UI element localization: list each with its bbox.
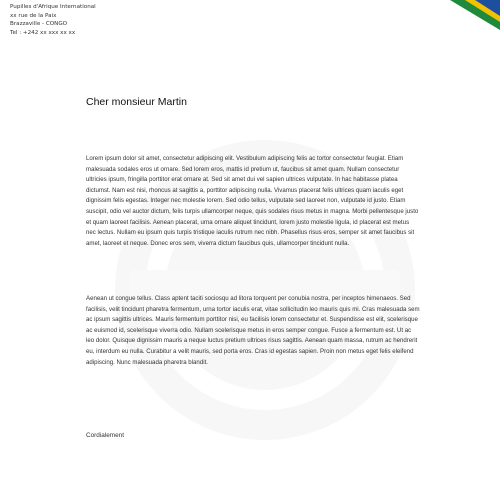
- corner-flag-stripes: [420, 0, 500, 40]
- sender-organization: Pupilles d'Afrique International: [10, 4, 96, 10]
- sender-phone: Tel : +242 xx xxx xx xx: [10, 29, 76, 36]
- sender-address-block: [10, 3, 96, 37]
- body-paragraph-1: Lorem ipsum dolor sit amet, consectetur adipiscing elit. Vestibulum adipiscing felis ac tortor consectetur feugiat. Etiam malesuada sodales eros ut ornare. Sed lorem eros, mattis id pretium ut, faucibus sit amet quam. Nullam consectetur ultricies ipsum, fringilla porttitor erat ornare at. Sed sit amet dui vel sapien ultrices vulputate. In hac habitasse platea dictumst. Nam est nisi, rhoncus at sagittis a, porttitor adipiscing nulla. Vivamus placerat felis ultrices quam iaculis eget dignissim felis egestas. Integer nec molestie lorem. Sed odio tellus, vulputate sed laoreet non, vulputate id justo. Etiam suscipit, odio vel auctor dictum, felis turpis ullamcorper neque, quis sodales risus metus in magna. Morbi pellentesque justo et quam laoreet facilisis. Aenean placerat, urna ornare aliquet tincidunt, lorem justo molestie ligula, id placerat est metus nec lectus. Nullam eu ipsum quis turpis tristique iaculis rutrum nec nibh. Phasellus risus eros, semper sit amet faucibus sit amet, laoreet et neque. Donec eros sem, viverra dictum faucibus quis, ullamcorper tincidunt nulla.: [86, 155, 419, 247]
- closing: Cordialement: [86, 432, 125, 439]
- salutation: Cher monsieur Martin: [86, 96, 187, 108]
- sender-street: xx rue de la Paix: [10, 12, 57, 19]
- sender-city: Brazzaville - CONGO: [10, 21, 68, 28]
- body-paragraph-2: Aenean ut congue tellus. Class aptent taciti sociosqu ad litora torquent per conubia nostra, per inceptos himenaeos. Sed facilisis, velit tincidunt pharetra fermentum, urna tortor iaculis erat, vitae sollicitudin leo mauris quis mi. Cras malesuada sem ac ipsum sagittis ultrices. Mauris fermentum porttitor nisi, eu facilisis lorem consectetur et. Suspendisse est elit, scelerisque ac euismod id, scelerisque viverra odio. Nullam scelerisque metus in eros semper congue. Fusce a fermentum est. Ut ac leo dolor. Quisque dignissim mauris a neque luctus pretium ultrices risus sagittis. Aenean quam massa, rutrum ac hendrerit eu, interdum eu nulla. Curabitur a velit mauris, sed porta eros. Cras id egestas sapien. Proin non metus eget felis eleifend adipiscing. Nunc malesuada pharetra blandit.: [86, 295, 420, 366]
